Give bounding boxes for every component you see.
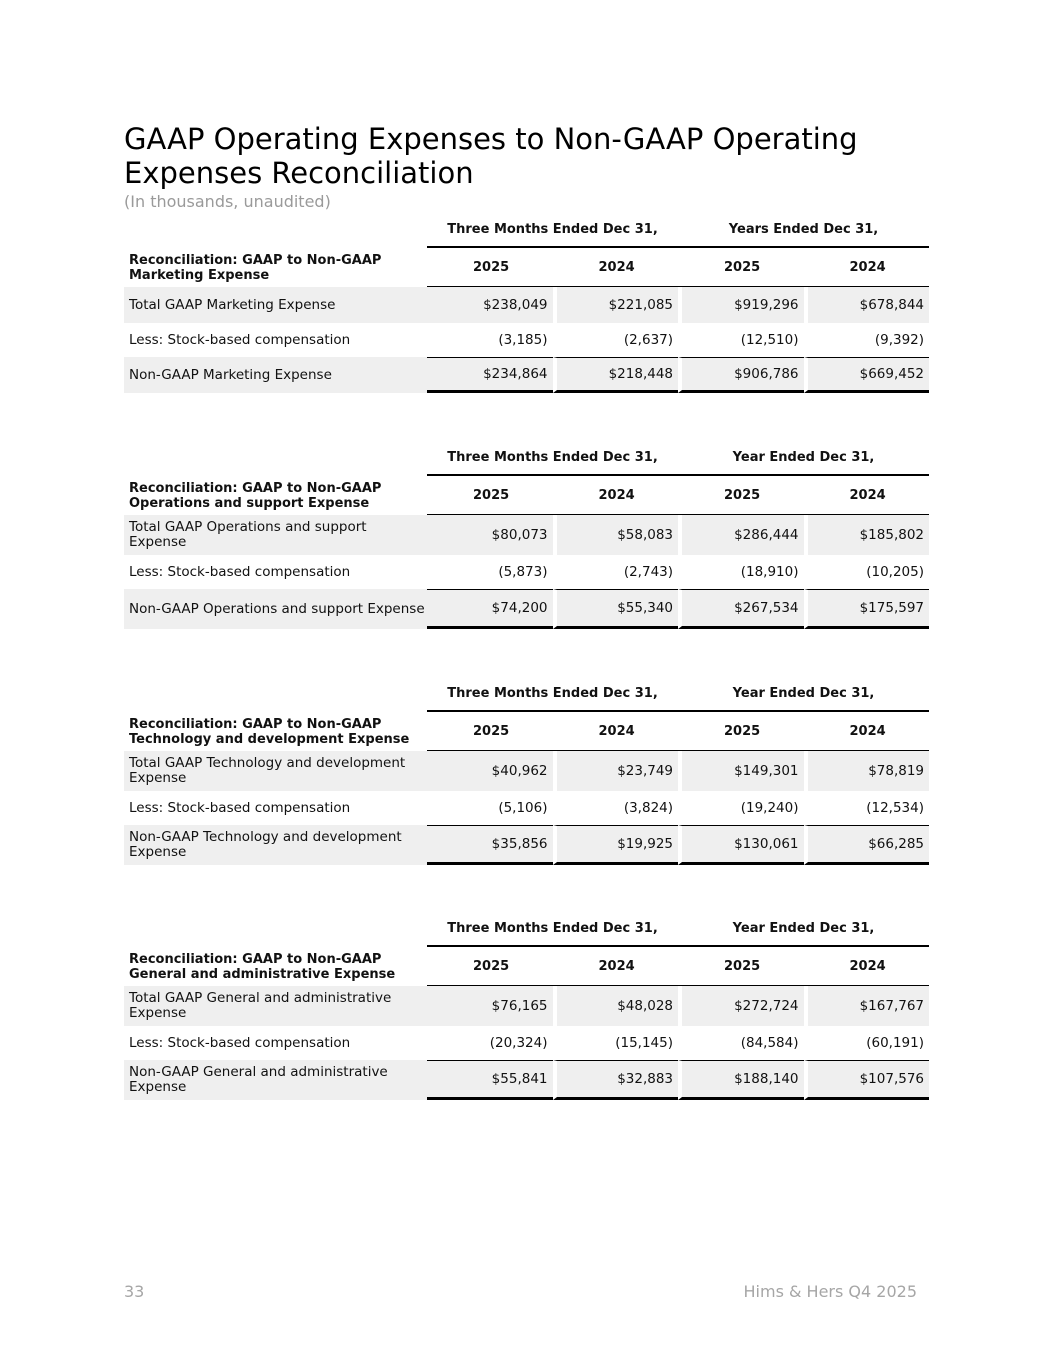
row-value: $76,165 [427,986,553,1026]
row-value: $167,767 [804,986,930,1026]
row-value: $286,444 [678,515,804,555]
row-value: (84,584) [678,1026,804,1060]
table-row [124,555,929,589]
row-value: $107,576 [804,1060,930,1100]
row-value: (9,392) [804,323,930,357]
row-value: $267,534 [678,589,804,629]
row-value: $130,061 [678,825,804,865]
row-label: Total GAAP Marketing Expense [124,287,427,323]
table-row [124,825,929,865]
row-value: $919,296 [678,287,804,323]
row-value: $272,724 [678,986,804,1026]
year-header: 2025 [678,476,804,515]
table-row [124,287,929,323]
period-header-three-months: Three Months Ended Dec 31, [427,911,678,947]
row-label: Less: Stock-based compensation [129,1034,351,1051]
row-value: (18,910) [678,555,804,589]
row-value: $221,085 [553,287,679,323]
table-row [124,751,929,791]
year-header: 2025 [678,947,804,986]
technology-development-reconciliation-table [124,676,929,865]
row-value: (2,743) [553,555,679,589]
table-row [124,323,929,357]
row-value: $188,140 [678,1060,804,1100]
row-value: (3,185) [498,332,548,348]
period-header-years: Year Ended Dec 31, [678,676,929,712]
general-administrative-reconciliation-table [124,911,929,1100]
row-value: $218,448 [553,357,679,393]
row-value: $175,597 [804,589,930,629]
year-header: 2024 [804,476,930,515]
reconciliation-header-label: Reconciliation: GAAP to Non-GAAP Operations and support Expense [129,480,382,511]
period-header-years: Years Ended Dec 31, [678,212,929,248]
row-value: (5,106) [498,800,548,816]
row-value: $40,962 [427,751,553,791]
period-header-years: Year Ended Dec 31, [678,440,929,476]
row-value: $238,049 [427,287,553,323]
row-value: $149,301 [678,751,804,791]
row-value: (3,824) [553,791,679,825]
row-value: $58,083 [553,515,679,555]
row-value: $55,340 [553,589,679,629]
row-label: Less: Stock-based compensation [129,563,351,580]
row-value: (20,324) [489,1035,548,1051]
year-header: 2025 [427,712,553,751]
table-row [124,357,929,393]
period-header-three-months: Three Months Ended Dec 31, [427,676,678,712]
row-value: $906,786 [678,357,804,393]
row-value: $80,073 [427,515,553,555]
reconciliation-header-label: Reconciliation: GAAP to Non-GAAP Technology and development Expense [129,716,410,747]
row-value: $35,856 [427,825,553,865]
year-header: 2024 [804,712,930,751]
year-header: 2025 [678,248,804,287]
row-label: Total GAAP Technology and development Expense [124,751,427,791]
table-row [124,1060,929,1100]
row-value: $66,285 [804,825,930,865]
row-value: $74,200 [427,589,553,629]
table-row [124,986,929,1026]
year-header: 2024 [553,248,679,287]
row-label: Total GAAP Operations and support Expense [124,515,427,555]
row-label: Total GAAP General and administrative Expense [124,986,427,1026]
period-header-three-months: Three Months Ended Dec 31, [427,212,678,248]
row-value: (60,191) [804,1026,930,1060]
period-header-years: Year Ended Dec 31, [678,911,929,947]
row-value: (12,534) [804,791,930,825]
row-value: $19,925 [553,825,679,865]
page-title: GAAP Operating Expenses to Non-GAAP Operating Expenses Reconciliation [124,122,858,190]
row-label: Less: Stock-based compensation [129,799,351,816]
row-value: (10,205) [804,555,930,589]
page-number: 33 [124,1282,145,1301]
row-value: $78,819 [804,751,930,791]
reconciliation-header-label: Reconciliation: GAAP to Non-GAAP Marketing Expense [129,252,382,283]
row-value: (19,240) [678,791,804,825]
row-value: $23,749 [553,751,679,791]
row-label: Non-GAAP Marketing Expense [124,357,427,393]
year-header: 2024 [553,712,679,751]
row-value: (12,510) [678,323,804,357]
row-value: $669,452 [804,357,930,393]
marketing-reconciliation-table [124,212,929,393]
period-header-three-months: Three Months Ended Dec 31, [427,440,678,476]
year-header: 2025 [427,947,553,986]
row-value: $32,883 [553,1060,679,1100]
row-value: $55,841 [427,1060,553,1100]
operations-support-reconciliation-table [124,440,929,629]
year-header: 2024 [804,947,930,986]
year-header: 2024 [553,476,679,515]
year-header: 2025 [427,476,553,515]
page-subtitle: (In thousands, unaudited) [124,192,331,211]
row-label: Non-GAAP General and administrative Expense [124,1060,427,1100]
row-label: Non-GAAP Technology and development Expense [124,825,427,865]
year-header: 2025 [678,712,804,751]
row-value: (2,637) [553,323,679,357]
row-value: $48,028 [553,986,679,1026]
table-row [124,515,929,555]
footer-brand: Hims & Hers Q4 2025 [743,1282,917,1301]
row-value: (5,873) [498,564,548,580]
year-header: 2024 [553,947,679,986]
row-label: Less: Stock-based compensation [129,331,351,348]
row-value: $678,844 [804,287,930,323]
year-header: 2024 [804,248,930,287]
row-value: $234,864 [427,357,553,393]
table-row [124,791,929,825]
row-value: $185,802 [804,515,930,555]
row-label: Non-GAAP Operations and support Expense [124,589,427,629]
year-header: 2025 [427,248,553,287]
table-row [124,1026,929,1060]
table-row [124,589,929,629]
reconciliation-header-label: Reconciliation: GAAP to Non-GAAP General and administrative Expense [129,951,396,982]
row-value: (15,145) [553,1026,679,1060]
